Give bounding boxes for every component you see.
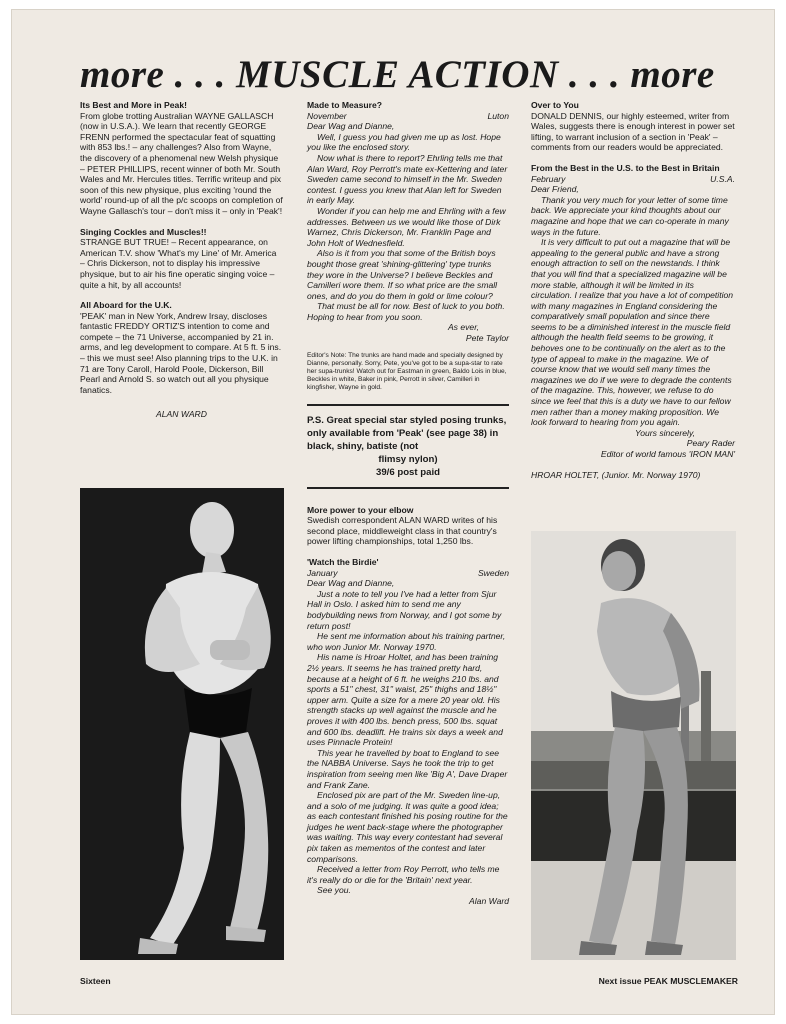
letter-body bbox=[307, 121, 509, 322]
letter-salutation: Dear Wag and Dianne, bbox=[307, 578, 395, 589]
letter-signature: Peary Rader bbox=[686, 438, 735, 449]
ad-price: 39/6 post paid bbox=[376, 466, 440, 478]
letter-paragraph: Thank you very much for your letter of some time back. We appreciate your kind thoughts about our magazine and hope that we can co-operate in many ways in the future. bbox=[531, 194, 729, 237]
letter-dateline bbox=[531, 174, 735, 185]
letter-paragraph: Just a note to tell you I've had a letter from Sjur Hall in Oslo. I asked him to send me any bodybuilding news from Norway, and I got some by return post! bbox=[307, 588, 502, 631]
article-heading: 'Watch the Birdie' bbox=[307, 557, 379, 568]
letter-paragraph: Well, I guess you had given me up as lost. Hope you like the enclosed story. bbox=[307, 131, 501, 153]
letter-place: Sweden bbox=[477, 567, 509, 578]
letter-paragraph: It is very difficult to put out a magazine that will be appealing to the general public and have a strong enough attraction to sell on the newstands. I think that you will find that a specialized magazine will be more stable, although it will be limited in its circulation. I realize that you have a lot of competition with many magazines in England considering the comparatively small population and since there seems to be a diminished interest in the muscle field although the health field seems to be growing, it behoves one to be continually on the alert as to the type of appeal to make in the magazine. We of course know that we would sell many times the magazines we do if we were to degrade the contents of the magazine. This, however, we refuse to do since we feel that this is a duty we have to our fellow men rather than a money making proposition. We look forward to hearing from you again. bbox=[531, 237, 734, 428]
article-heading: Singing Cockles and Muscles!! bbox=[80, 226, 207, 237]
page-title: more . . . MUSCLE ACTION . . . more bbox=[80, 53, 715, 96]
article-heading: More power to your elbow bbox=[307, 504, 414, 515]
hroar-holtet-photo bbox=[531, 531, 736, 960]
letter-paragraph: His name is Hroar Holtet, and has been training 2½ years. It seems he has trained pretty hard, because at a height of 6 ft. he weighs 210 lbs. and sports a 51" chest, 31" waist, 25" thighs and 18½" upper arm. Quite a size for a mere 20 year old. His strength stacks up well against the muscle and he proves it with 400 lbs. bench press, 500 lbs. squat and 600 lbs. deadlift. He trains six days a week and uses Pinnacle Protein! bbox=[307, 652, 503, 748]
column-left bbox=[80, 100, 283, 420]
letter-close: As ever, bbox=[447, 322, 479, 333]
letter-place: U.S.A. bbox=[710, 173, 735, 184]
bodybuilder-photo-left bbox=[80, 488, 284, 960]
letter-paragraph: Now what is there to report? Ehrling tells me that Alan Ward, Roy Perrott's mate ex-Kettering and later Sweden came second to himself in the Mr. Sweden contest. I guess you knew that Alan left for Sweden in early May. bbox=[307, 152, 508, 206]
letter-salutation: Dear Friend, bbox=[531, 184, 579, 195]
letter-dateline bbox=[307, 111, 509, 122]
article-body: From globe trotting Australian WAYNE GALLASCH (now in U.S.A.). We learn that recently GEORGE FRENN performed the spectacular feat of squatting with 853 lbs.! – any challenges? Also from Wayne, the discovery of a phenomenal new Welsh physique – PETER PHILLIPS, recent winner of both Mr. South Wales and Mr. Hercules titles. Terrific writeup and pix soon of this new physique, plus exciting 'round the world' round-up of all the p/c scoops on completion of Wayne Gallasch's tour – don't miss it – only in 'Peak'! bbox=[80, 110, 283, 216]
posing-trunks-ad bbox=[307, 404, 509, 489]
article-heading: From the Best in the U.S. to the Best in Britain bbox=[531, 162, 720, 173]
column-middle bbox=[307, 100, 509, 907]
letter-paragraph: Also is it from you that some of the British boys bought those great 'shining-glittering' type trunks they wore in the Universe? I believe Beckles and Camilleri wore them. If so what price are the small ones, and do you do them in gold or lime colour? bbox=[307, 248, 498, 301]
next-issue-note: Next issue PEAK MUSCLEMAKER bbox=[598, 976, 738, 986]
article-body: STRANGE BUT TRUE! – Recent appearance, on American T.V. show 'What's my Line' of Mr. America – Chris Dickerson, not to display his impressive physique, but to air his fine operatic singing voice – quite a hit, by all accounts! bbox=[80, 237, 277, 290]
letter-close: Yours sincerely, bbox=[634, 427, 695, 438]
editors-note: Editor's Note: The trunks are hand made and specially designed by Dianne, personally. Sorry, Pete, you've got to be a supa-star to rate her supa-trunks! Watch out for Eastman in green, Baldo Lois in blue, Beckles in white, Baker in pink, Perrott in silver, Camilleri in kingfisher, Wayne in gold. bbox=[307, 351, 507, 391]
letter-signature: Alan Ward bbox=[469, 896, 509, 907]
letter-paragraph: That must be all for now. Best of luck to you both. Hoping to hear from you soon. bbox=[307, 301, 505, 322]
letter-signer-role: Editor of world famous 'IRON MAN' bbox=[600, 449, 735, 459]
photo-caption: HROAR HOLTET, (Junior. Mr. Norway 1970) bbox=[531, 469, 701, 480]
article-singing-cockles bbox=[80, 227, 283, 291]
article-best-and-more bbox=[80, 100, 283, 217]
article-body: 'PEAK' man in New York, Andrew Irsay, discloses fantastic FREDDY ORTIZ'S intention to come and compete – the 71 Universe, accompanied by 21 in. arms, and leg development to compare. At 5 ft. 5 ins. – this we must see! Also planning trips to the U.K. in 71 are Tony Caroll, Harold Poole, Dickerson, Bill Pearl and Arnold S. so watch out all you physique fanatics. bbox=[80, 310, 282, 395]
article-more-power bbox=[307, 505, 509, 547]
article-heading: All Aboard for the U.K. bbox=[80, 300, 172, 311]
letter-paragraph: Enclosed pix are part of the Mr. Sweden line-up, and a solo of me judging. It was quite a good idea; as each contestant finished his posing routine for the judges he went back-stage where the photographer was waiting. This way every contestant had several pix taken as mementos of the contest and later comparisons. bbox=[307, 790, 508, 864]
bodybuilder-figure-right bbox=[531, 531, 736, 960]
letter-month: November bbox=[307, 110, 347, 121]
article-heading: Over to You bbox=[531, 100, 579, 110]
letter-body bbox=[307, 578, 509, 896]
letter-month: January bbox=[307, 567, 338, 578]
letter-paragraph: He sent me information about his training partner, who won Junior Mr. Norway 1970. bbox=[307, 631, 506, 652]
letter-paragraph: Received a letter from Roy Perrott, who tells me it's really do or die for the 'Britain' next year. bbox=[307, 864, 500, 885]
bodybuilder-figure-left bbox=[80, 488, 284, 960]
letter-close: See you. bbox=[317, 885, 351, 896]
letter-signature: Pete Taylor bbox=[465, 333, 509, 344]
article-heading: Made to Measure? bbox=[307, 100, 382, 110]
letter-month: February bbox=[531, 173, 566, 184]
letter-paragraph: This year he travelled by boat to England to see the NABBA Universe. Says he took the trip to get inspiration from seeing men like 'Big A', Dave Draper and Frank Zane. bbox=[307, 747, 508, 790]
article-body: DONALD DENNIS, our highly esteemed, writer from Wales, suggests there is enough interest in power set lifting, to warrant inclusion of a section in 'Peak' – comments from our readers would be appreciated. bbox=[531, 110, 735, 153]
article-body: Swedish correspondent ALAN WARD writes of his second place, middleweight class in that country's power lifting championships, total 1,250 lbs. bbox=[307, 515, 498, 547]
article-over-to-you bbox=[531, 100, 735, 153]
ad-text: flimsy nylon) bbox=[378, 453, 438, 465]
article-all-aboard bbox=[80, 300, 283, 395]
letter-salutation: Dear Wag and Dianne, bbox=[307, 121, 395, 132]
letter-body bbox=[531, 184, 735, 428]
letter-place: Luton bbox=[487, 110, 509, 121]
letter-paragraph: Wonder if you can help me and Ehrling with a few addresses. Between us we would like those of Dirk Warnez, Chris Dickerson, Mr. Franklin Page and John Holt of Wednesfield. bbox=[307, 205, 506, 248]
article-heading: Its Best and More in Peak! bbox=[80, 100, 187, 110]
ad-text: P.S. Great special star styled posing trunks, only available from 'Peak' (see page 38) in black, shiny, batiste (not bbox=[307, 414, 507, 452]
column-right bbox=[531, 100, 735, 480]
page-number: Sixteen bbox=[80, 976, 111, 986]
author-signoff: ALAN WARD bbox=[156, 409, 207, 420]
letter-dateline bbox=[307, 568, 509, 579]
